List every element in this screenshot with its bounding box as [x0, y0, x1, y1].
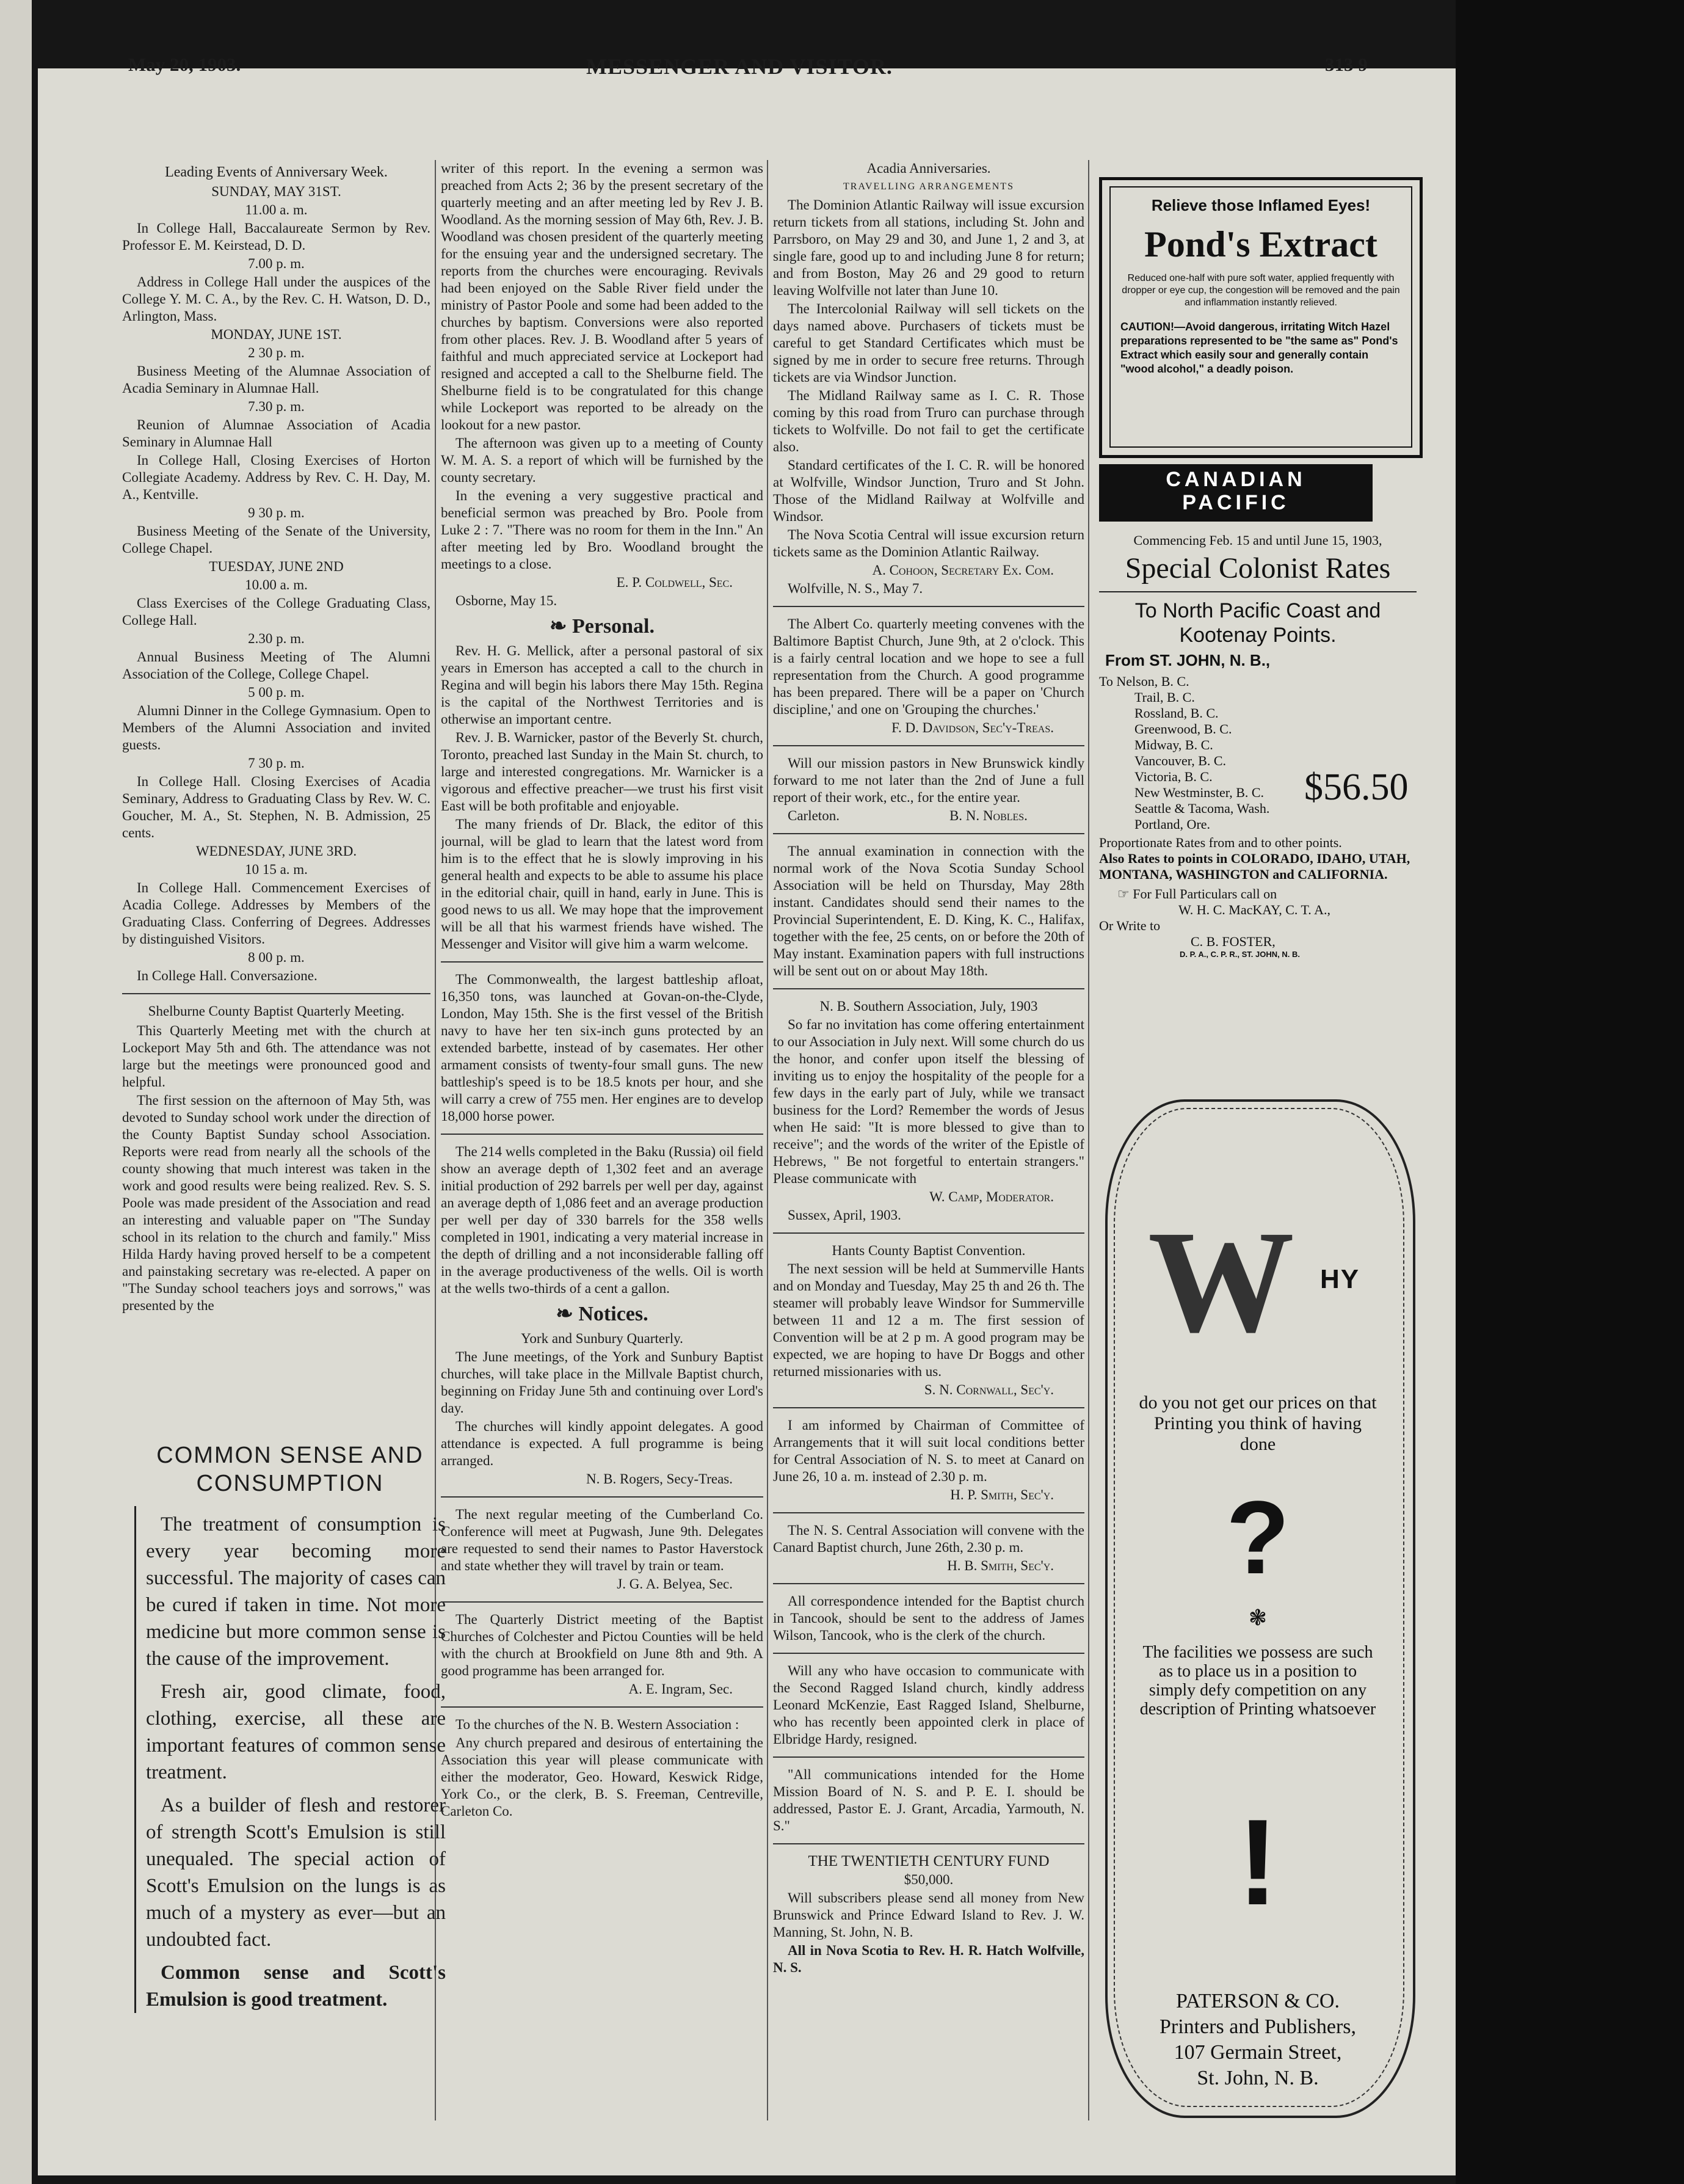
destination-item: Rossland, B. C. — [1134, 705, 1219, 721]
time-label: 7.00 p. m. — [248, 256, 305, 271]
time-label: 9 30 p. m. — [248, 505, 305, 520]
fund-heading: THE TWENTIETH CENTURY FUND — [808, 1853, 1050, 1869]
destination-item: Trail, B. C. — [1134, 690, 1195, 705]
cpr-logo: CANADIAN PACIFIC — [1099, 464, 1373, 522]
article-text: Will our mission pastors in New Brunswick kindly forward to me not later than the 2nd of June a full report of their work, etc., for the entire year. — [773, 755, 1084, 805]
dateline: Sussex, April, 1903. — [788, 1207, 901, 1223]
column-2 — [441, 160, 763, 2133]
divider — [773, 745, 1084, 746]
divider — [122, 993, 430, 994]
divider — [441, 1706, 763, 1708]
ad-text: Common sense and Scott's Emulsion is good treatment. — [146, 1962, 446, 2011]
acadia-heading: Acadia Anniversaries. — [866, 161, 991, 176]
destination-item: Midway, B. C. — [1134, 737, 1213, 752]
header-page-number: 313 9 — [1325, 54, 1368, 75]
firm-line: Printers and Publishers, — [1159, 2015, 1357, 2038]
also-text: Also Rates to points in COLORADO, IDAHO, UTAH, MONTANA, WASHINGTON and CALIFORNIA. — [1099, 851, 1410, 882]
destination-item: To Nelson, B. C. — [1099, 674, 1189, 689]
firm-name: PATERSON & CO. — [1176, 1990, 1340, 2012]
ad-text: The treatment of consumption is every year becoming more successful. The majority of cases can be cured if taken in time. Not more medicine but more common sense is the cause of the improvement. — [146, 1513, 446, 1670]
caution-text: CAUTION!—Avoid dangerous, irritating Witch Hazel preparations represented to be "the same as" Pond's Extract which easily sour and generally contain "wood alcohol," a deadly poison. — [1120, 321, 1398, 375]
pointing-hand-icon: ☞ — [1117, 886, 1133, 901]
scotts-emulsion-ad — [134, 1441, 446, 2131]
particulars-text: ☞ For Full Particulars call on — [1117, 886, 1277, 901]
personal-heading: ❧ Personal. — [549, 615, 655, 638]
signature: H. B. Smith, Sec'y. — [947, 1558, 1054, 1573]
time-label: 11.00 a. m. — [245, 202, 308, 217]
subheading: TRAVELLING ARRANGEMENTS — [843, 181, 1014, 192]
ponds-extract-ad — [1099, 177, 1423, 458]
article-text: Will any who have occasion to communicate with the Second Ragged Island church, kindly address Leonard McKenzie, East Ragged Island, Shelburne, who has recently been appointed clerk in place of Elbridge Hardy, resigned. — [773, 1663, 1084, 1747]
divider — [773, 1756, 1084, 1758]
notice-heading: N. B. Southern Association, July, 1903 — [819, 999, 1038, 1014]
event-text: Address in College Hall under the auspices of the College Y. M. C. A., by the Rev. C. H. Watson, D. D., Arlington, Mass. — [122, 274, 430, 324]
signature: N. B. Rogers, Secy-Treas. — [586, 1471, 733, 1487]
firm-city: St. John, N. B. — [1197, 2067, 1319, 2089]
header-date: May 20, 1903. — [128, 54, 241, 75]
event-text: In College Hall. Conversazione. — [137, 968, 318, 983]
ad-text: The facilities we possess are such as to place us in a position to simply defy competition on any description of Printing whatsoever — [1139, 1643, 1376, 1719]
price: $56.50 — [1304, 766, 1409, 808]
signature: E. P. Coldwell, Sec. — [616, 575, 733, 590]
destination-item: Victoria, B. C. — [1134, 769, 1213, 784]
article-text: The Albert Co. quarterly meeting convenes with the Baltimore Baptist Church, June 9th, at 2 o'clock. This is a fairly central location and we hope to see a full representation from the Church. A good programme has been prepared. There will be a paper on 'Church discipline,' and one on 'Grouping the churches.' — [773, 616, 1084, 717]
day-heading: WEDNESDAY, JUNE 3RD. — [195, 843, 357, 859]
divider — [1099, 591, 1417, 592]
divider — [441, 961, 763, 963]
article-text: "All communications intended for the Home Mission Board of N. S. and P. E. I. should be addressed, Pastor E. J. Grant, Arcadia, Yarmouth, N. S." — [773, 1767, 1084, 1833]
article-text: The annual examination in connection with the normal work of the Nova Scotia Sunday School Association will be held on Thursday, May 28th instant. Candidates should send their names to the Provincial Superintendent, E. D. King, K. C., Halifax, together with the fee, 25 cents, on or before the 20th of May instant. Examination papers with full instructions will be sent out on or about May 18th. — [773, 843, 1084, 978]
agent-title: D. P. A., C. P. R., ST. JOHN, N. B. — [1180, 950, 1300, 959]
event-text: Class Exercises of the College Graduating Class, College Hall. — [122, 595, 430, 628]
article-text: The Intercolonial Railway will sell tickets on the days named above. Purchasers of tickets must be careful to get Standard Certificates which must be signed by me in order to secure free returns. Through tickets are via Windsor Junction. — [773, 301, 1084, 385]
signature: H. P. Smith, Sec'y. — [950, 1487, 1054, 1502]
article-text: The Commonwealth, the largest battleship afloat, 16,350 tons, was launched at Govan-on-the-Clyde, London, May 15th. She is the first vessel of the British navy to have her ten six-inch guns protected by an extended barbette, instead of by casemates. Her other armament consists of twenty-four small guns. The new battleship's speed is to be 18.5 knots per hour, and she will carry a crew of 755 men. Her engines are to develop 18,000 horse power. — [441, 972, 763, 1124]
scan-background — [1456, 0, 1684, 2184]
article-text: writer of this report. In the evening a sermon was preached from Acts 2; 36 by the present secretary of the quarterly meeting and an after meeting led by Rev J. B. Woodland. As the morning session of May 6th, Rev. J. B. Woodland was chosen president of the quarterly meeting for the ensuing year and the undersigned secretary. The reports from the churches were encouraging. Revivals had been enjoyed on the Sable River field under the ministry of Pastor Poole and some had been added to the churches by baptism. Conversions were also reported from other places. Rev. J. B. Woodland after 5 years of faithful and much appreciated service at Lockeport had resigned and accepted a call to the Shelburne field. The Shelburne field is to be congratulated for this change while Lockeport was reported to be already on the lookout for a new pastor. — [441, 161, 763, 432]
destination-item: Vancouver, B. C. — [1134, 753, 1227, 768]
rates-heading: Special Colonist Rates — [1125, 552, 1391, 584]
ad-text: Fresh air, good climate, food, clothing, exercise, all these are important features of common sense treatment. — [146, 1681, 446, 1783]
article-text: The first session on the afternoon of May 5th, was devoted to Sunday school work under the direction of the County Baptist Sunday school Association. Reports were read from nearly all the schools of the county showing that much interest was taken in the work and good results were being realized. Rev. S. S. Poole was made president of the Association and read an interesting and valuable paper on "The Sunday school in its relation to the church and family." Miss Hilda Hardy having proved herself to be a competent and painstaking secretary was re-elected. A paper on "The Sunday school teachers joys and sorrows," was presented by the — [122, 1093, 430, 1313]
agent-name: C. B. FOSTER, — [1191, 934, 1276, 949]
event-text: In College Hall. Closing Exercises of Acadia Seminary, Address to Graduating Class by Rev. W. C. Goucher, M. A., St. Stephen, N. B. Admission, 25 cents. — [122, 774, 430, 840]
divider — [773, 1407, 1084, 1408]
article-text: Rev. H. G. Mellick, after a personal pastoral of six years in Emerson has accepted a call to the church in Regina and will begin his labors there May 15th. Regina is the capital of the Northwest Territories and is otherwise an important centre. — [441, 643, 763, 727]
event-text: In College Hall. Commencement Exercises of Acadia College. Addresses by Members of the Graduating Class. Conferring of Degrees. Addresses by distinguished Visitors. — [122, 880, 430, 947]
ad-headline: Relieve those Inflamed Eyes! — [1151, 196, 1371, 214]
ad-title: COMMON SENSE AND CONSUMPTION — [156, 1443, 424, 1496]
ad-question: do you not get our prices on that Printing you think of having done — [1139, 1392, 1377, 1454]
divider — [441, 1496, 763, 1498]
notice-heading: York and Sunbury Quarterly. — [521, 1331, 683, 1346]
from-text: From ST. JOHN, N. B., — [1105, 651, 1271, 669]
notice-text: The Quarterly District meeting of the Baptist Churches of Colchester and Pictou Counties will be held with the church at Brookfield on June 8th and 9th. A good programme has been arranged for. — [441, 1612, 763, 1678]
column-rule — [1088, 160, 1089, 2120]
article-text: Will subscribers please send all money from New Brunswick and Prince Edward Island to Rev. J. W. Manning, St. John, N. B. — [773, 1890, 1084, 1940]
time-label: 10.00 a. m. — [245, 577, 308, 592]
firm-address: 107 Germain Street, — [1174, 2041, 1342, 2064]
divider — [773, 833, 1084, 834]
brand-name: Pond's Extract — [1144, 224, 1377, 264]
anniversary-week-heading: Leading Events of Anniversary Week. — [165, 164, 388, 180]
divider — [773, 1843, 1084, 1844]
article-text: All correspondence intended for the Baptist church in Tancook, should be sent to the address of James Wilson, Tancook, who is the clerk of the church. — [773, 1593, 1084, 1643]
article-text: Standard certificates of the I. C. R. will be honored at Wolfville, Windsor Junction, Truro and St John. Those of the Midland Railway at Wolfville and Windsor. — [773, 457, 1084, 524]
destination-heading: To North Pacific Coast and Kootenay Points. — [1134, 599, 1381, 647]
time-label: 2 30 p. m. — [248, 345, 305, 360]
ad-text: As a builder of flesh and restorer of strength Scott's Emulsion is still unequaled. The special action of Scott's Emulsion on the lungs is as much of a mystery as ever—but an undoubted fact. — [146, 1794, 446, 1951]
notices-heading: ❧ Notices. — [556, 1303, 648, 1325]
article-text: This Quarterly Meeting met with the church at Lockeport May 5th and 6th. The attendance was not large but the meetings were pronounced good and helpful. — [122, 1023, 430, 1090]
time-label: 2.30 p. m. — [248, 631, 305, 646]
decorative-initial: W — [1148, 1200, 1294, 1363]
article-text: In the evening a very suggestive practical and beneficial sermon was preached by Bro. Poole from Luke 2 : 7. "There was no room for them in the Inn." An after meeting led by Bro. Woodland brought the meetings to a close. — [441, 488, 763, 572]
previous-page-edge — [0, 0, 32, 2184]
signature: W. Camp, Moderator. — [929, 1189, 1054, 1204]
signature: A. Cohoon, Secretary Ex. Com. — [872, 562, 1054, 578]
signature: F. D. Davidson, Sec'y-Treas. — [891, 720, 1054, 735]
article-text: The Midland Railway same as I. C. R. Those coming by this road from Truro can purchase through tickets to Wolfville. Do not fail to get the certificate also. — [773, 388, 1084, 454]
signature: S. N. Cornwall, Sec'y. — [924, 1382, 1054, 1397]
commencing-text: Commencing Feb. 15 and until June 15, 1903, — [1133, 533, 1382, 548]
event-text: In College Hall, Closing Exercises of Horton Collegiate Academy. Address by Rev. C. H. Day, M. A., Kentville. — [122, 453, 430, 502]
time-label: 7 30 p. m. — [248, 755, 305, 771]
time-label: 10 15 a. m. — [245, 862, 308, 877]
ornament-icon: ❧ — [556, 1303, 579, 1325]
proportionate-text: Proportionate Rates from and to other points. — [1099, 835, 1342, 850]
event-text: Reunion of Alumnae Association of Acadia Seminary in Alumnae Hall — [122, 417, 430, 450]
question-mark: ? — [1226, 1480, 1290, 1596]
article-text: The many friends of Dr. Black, the editor of this journal, will be glad to learn that the latest word from him is to the effect that he is slowly improving in his general health and expects to be able to assume his place in the editorial chair, quill in hand, early in June. This is good news to us all. We may hope that the improvement will be all that his warmest friends have wished. The Messenger and Visitor will give him a warm welcome. — [441, 817, 763, 952]
event-text: In College Hall, Baccalaureate Sermon by Rev. Professor E. M. Keirstead, D. D. — [122, 220, 430, 253]
event-text: Annual Business Meeting of The Alumni Association of the College, College Chapel. — [122, 649, 430, 682]
destination-item: Greenwood, B. C. — [1134, 721, 1232, 737]
article-text: I am informed by Chairman of Committee of Arrangements that it will suit local conditions better for Central Association of N. S. to meet at Canard on June 26, 10 a. m. instead of 2.30 p. m. — [773, 1418, 1084, 1484]
ornament-icon: ❧ — [549, 615, 572, 638]
divider — [773, 606, 1084, 607]
notice-heading: Hants County Baptist Convention. — [832, 1243, 1026, 1258]
notice-text: The next regular meeting of the Cumberland Co. Conference will meet at Pugwash, June 9th. Delegates are requested to send their names to Pastor Haverstock and state whether they will travel by train or team. — [441, 1507, 763, 1573]
dateline: Wolfville, N. S., May 7. — [788, 581, 923, 596]
day-heading: MONDAY, JUNE 1ST. — [211, 327, 342, 342]
article-text: The Nova Scotia Central will issue excursion return tickets same as the Dominion Atlantic Railway. — [773, 527, 1084, 559]
divider — [773, 1583, 1084, 1584]
divider — [773, 1232, 1084, 1234]
column-1 — [122, 160, 430, 1436]
divider — [773, 988, 1084, 989]
time-label: 5 00 p. m. — [248, 685, 305, 700]
signature: A. E. Ingram, Sec. — [628, 1681, 733, 1697]
article-text: The next session will be held at Summerville Hants and on Monday and Tuesday, May 25 th and 26 th. The steamer will probably leave Windsor for Summerville between 11 and 12 a m. The first session of Convention will be at 2 p m. A good program may be expected, we are hoping to have Dr Boggs and other returned missionaries with us. — [773, 1261, 1084, 1379]
article-text: The Dominion Atlantic Railway will issue excursion return tickets from all stations, including St. John and Parrsboro, on May 29 and 30, and June 1, 2 and 3, at single fare, good up to and including June 8 for return; and from Boston, May 26 and 29 good to return leaving Wolfville not later than June 10. — [773, 197, 1084, 298]
flower-ornament-icon: ❃ — [1248, 1605, 1268, 1630]
day-heading: SUNDAY, MAY 31ST. — [211, 184, 341, 199]
dateline: Osborne, May 15. — [455, 593, 557, 608]
notice-text: To the churches of the N. B. Western Association : — [455, 1717, 739, 1732]
ad-text: Reduced one-half with pure soft water, applied frequently with dropper or eye cup, the congestion will be removed and the pain and inflammation instantly relieved. — [1122, 273, 1400, 308]
article-text: All in Nova Scotia to Rev. H. R. Hatch Wolfville, N. S. — [773, 1943, 1084, 1975]
article-text: So far no invitation has come offering entertainment to our Association in July next. Will some church do us the honor, and confer upon itself the blessing of inviting us to enjoy the hospitality of the people for a few days in the early part of July, while we transact business for the Lord? Remember the words of Jesus when He said: "It is more blessed to give than to receive"; and the words of the writer of the Epistle of Hebrews, " Be not forgetful to entertain strangers." Please communicate with — [773, 1017, 1084, 1186]
column-3 — [773, 160, 1084, 2133]
or-text: Or Write to — [1099, 918, 1161, 933]
article-text: The N. S. Central Association will convene with the Canard Baptist church, June 26th, 2.30 p. m. — [773, 1523, 1084, 1555]
shelburne-heading: Shelburne County Baptist Quarterly Meeting. — [148, 1003, 405, 1019]
dateline: Carleton. B. N. Nobles. — [788, 808, 1028, 823]
divider — [773, 1653, 1084, 1654]
notice-text: Any church prepared and desirous of entertaining the Association this year will please communicate with either the moderator, Geo. Howard, Keswick Ridge, York Co., or the clerk, B. S. Freeman, Centreville, Carleton Co. — [441, 1735, 763, 1819]
divider — [441, 1134, 763, 1135]
destination-item: Portland, Ore. — [1134, 817, 1211, 832]
fund-amount: $50,000. — [904, 1872, 954, 1887]
article-text: The afternoon was given up to a meeting of County W. M. A. S. a report of which will be furnished by the county secretary. — [441, 435, 763, 485]
day-heading: TUESDAY, JUNE 2ND — [209, 559, 344, 574]
firm-block — [1136, 1989, 1380, 2091]
divider — [773, 1512, 1084, 1513]
header-title: MESSENGER AND VISITOR. — [586, 54, 893, 79]
article-text: Rev. J. B. Warnicker, pastor of the Beverly St. church, Toronto, preached last Sunday in the Main St. church, to large and interested congregations. Mr. Warnicker is a vigorous and effective preacher—we trust his first visit East will be both profitable and enjoyable. — [441, 730, 763, 814]
event-text: Business Meeting of the Senate of the University, College Chapel. — [122, 523, 430, 556]
column-rule — [767, 160, 768, 2120]
paterson-printing-ad — [1099, 1099, 1417, 2119]
notice-text: The churches will kindly appoint delegates. A good attendance is expected. A full programme is being arranged. — [441, 1419, 763, 1468]
why-suffix: HY — [1320, 1264, 1360, 1294]
agent-name: W. H. C. MacKAY, C. T. A., — [1178, 902, 1330, 917]
canadian-pacific-ad — [1099, 464, 1417, 1044]
event-text: Alumni Dinner in the College Gymnasium. Open to Members of the Alumni Association and invited guests. — [122, 703, 430, 752]
article-text: The 214 wells completed in the Baku (Russia) oil field show an average depth of 1,302 feet and an average initial production of 292 barrels per well per day, against an average depth of 1,086 feet and an average production per well per day of 330 barrels for the 358 wells completed in 1901, indicating a very material increase in the depth of drilling and a not inconsiderable falling off in the average productiveness of the wells. Oil is worth at the wells two-thirds of a cent a gallon. — [441, 1144, 763, 1296]
notice-text: The June meetings, of the York and Sunbury Baptist churches, will take place in the Millvale Baptist church, beginning on Friday June 5th and continuing over Lord's day. — [441, 1349, 763, 1416]
signature: J. G. A. Belyea, Sec. — [617, 1576, 733, 1592]
time-label: 8 00 p. m. — [248, 950, 305, 965]
destination-item: Seattle & Tacoma, Wash. — [1134, 801, 1270, 816]
time-label: 7.30 p. m. — [248, 399, 305, 414]
divider — [441, 1601, 763, 1603]
exclamation-mark: ! — [1237, 1794, 1279, 1931]
event-text: Business Meeting of the Alumnae Association of Acadia Seminary in Alumnae Hall. — [122, 363, 430, 396]
destination-item: New Westminster, B. C. — [1134, 785, 1265, 800]
